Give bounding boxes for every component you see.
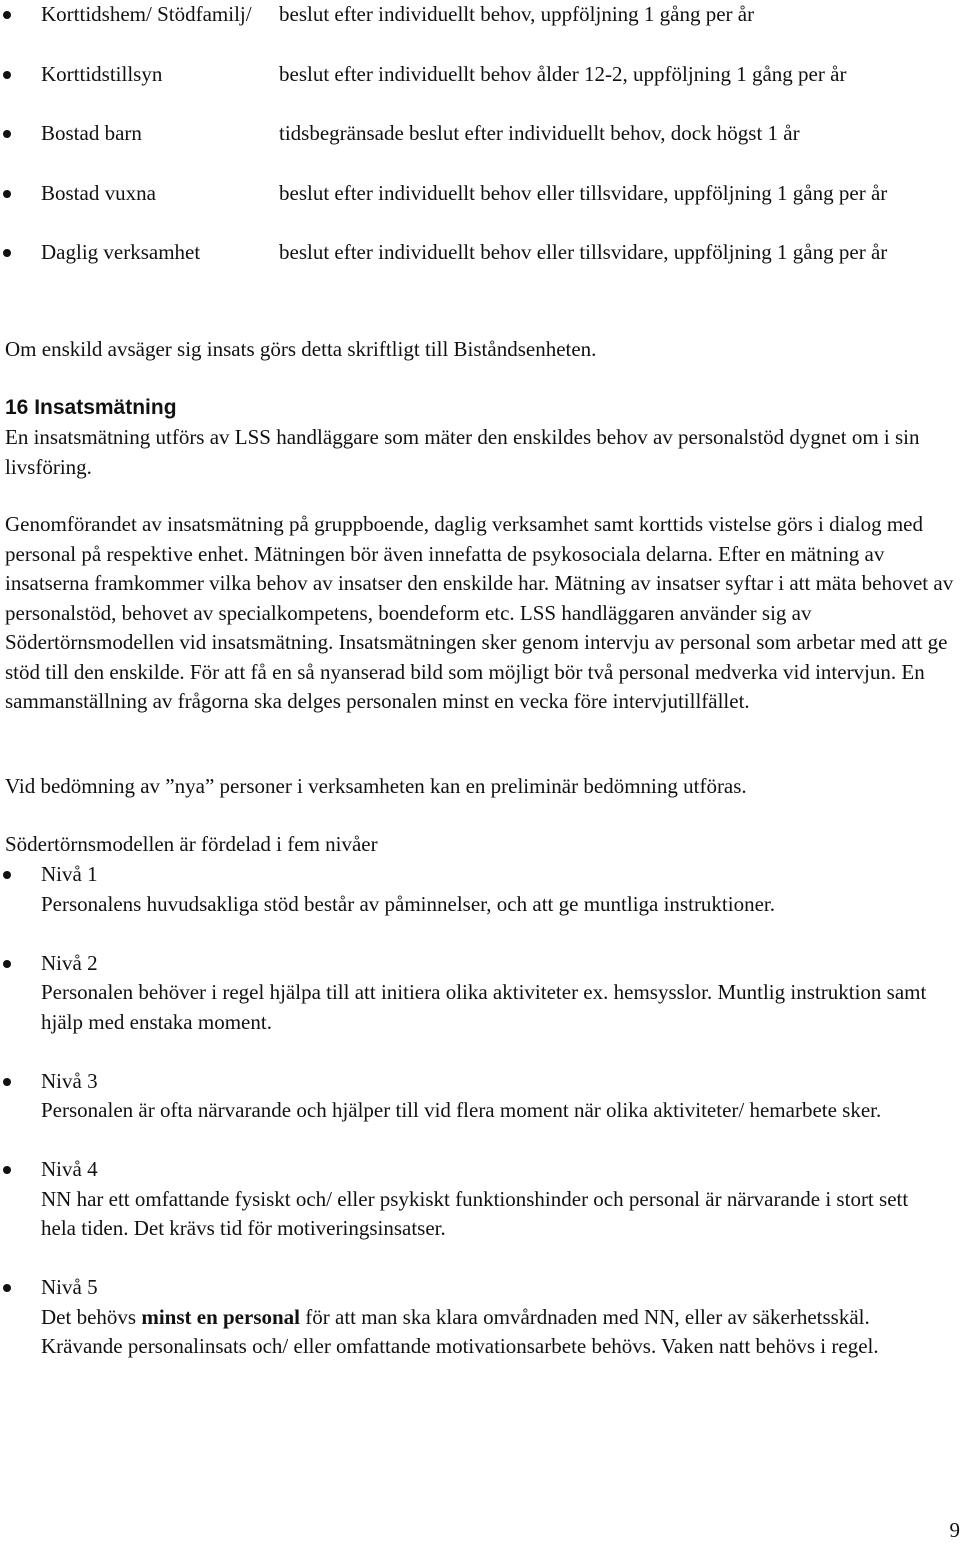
list-item [0, 238, 960, 298]
insats-description: beslut efter individuellt behov, uppföljning 1 gång per år [279, 2, 755, 26]
bullet-icon [2, 119, 14, 148]
list-item [0, 860, 960, 919]
niva-text-before: Det behövs [41, 1304, 137, 1329]
list-item [0, 1155, 960, 1244]
insats-name: Bostad barn [41, 121, 142, 145]
bullet-icon [2, 1273, 14, 1302]
model-intro: Södertörnsmodellen är fördelad i fem nivåer [5, 832, 378, 856]
bedomning-paragraph: Vid bedömning av ”nya” personer i verksamheten kan en preliminär bedömning utföras. [5, 774, 747, 798]
bullet-icon [2, 1067, 14, 1096]
insats-name: Bostad vuxna [41, 180, 156, 205]
genomforande-paragraph: Genomförandet av insatsmätning på gruppboende, daglig verksamhet samt korttids vistelse görs i dialog med personal på respektive enhet. Mätningen bör även innefatta de psykosociala delarna. Efter en mätning av insatserna framkommer vilka behov av insatser den enskilde har. Mätning av insatser syftar i att mäta behovet av personalstöd, behovet av specialkompetens, boendeform etc. LSS handläggaren använder sig av Södertörnsmodellen vid insatsmätning. Insatsmätningen sker genom intervju av personal som arbetar med att ge stöd till den enskilde. För att få en så nyanserad bild som möjligt bör två personal medverka vid intervjun. En sammanställning av frågorna ska delges personalen minst en vecka före intervjutillfället. [5, 512, 954, 713]
insats-name: Daglig verksamhet [41, 240, 201, 264]
page-number: 9 [949, 1518, 960, 1542]
list-item [0, 0, 960, 60]
niva-text-after: för att man ska klara omvårdnaden med NN, eller av säkerhetsskäl. Krävande personalinsats och/ eller omfattande motivationsarbete behövs. Vaken natt behövs i regel. [41, 1304, 879, 1358]
bullet-icon [2, 238, 14, 267]
insats-description: beslut efter individuellt behov eller tillsvidare, uppföljning 1 gång per år [279, 180, 888, 205]
list-item [0, 60, 960, 120]
section-heading: 16 Insatsmätning [5, 396, 177, 419]
niva-list [0, 860, 960, 1391]
niva-title: Nivå 4 [41, 1157, 98, 1181]
bullet-icon [2, 860, 14, 889]
niva-text: Personalen behöver i regel hjälpa till att initiera olika aktiviteter ex. hemsysslor. Muntlig instruktion samt hjälp med enstaka moment. [41, 980, 927, 1034]
insats-list [0, 0, 960, 298]
insats-description: beslut efter individuellt behov ålder 12-2, uppföljning 1 gång per år [279, 61, 847, 86]
bullet-icon [2, 179, 14, 208]
list-item [0, 179, 960, 239]
insats-name: Korttidshem/ Stödfamilj/ [41, 2, 252, 26]
niva-title: Nivå 2 [41, 950, 98, 975]
insats-description: beslut efter individuellt behov eller tillsvidare, uppföljning 1 gång per år [279, 240, 888, 264]
list-item [0, 119, 960, 179]
list-item [0, 1067, 960, 1126]
list-item [0, 1273, 960, 1362]
niva-text [41, 1303, 946, 1362]
niva-text: NN har ett omfattande fysiskt och/ eller psykiskt funktionshinder och personal är närvarande i stort sett hela tiden. Det krävs tid för motiveringsinsatser. [41, 1186, 909, 1240]
bullet-icon [2, 1155, 14, 1184]
bullet-icon [2, 0, 14, 29]
niva-text: Personalen är ofta närvarande och hjälper till vid flera moment när olika aktiviteter/ hemarbete sker. [41, 1098, 882, 1122]
insats-name: Korttidstillsyn [41, 61, 163, 86]
bullet-icon [2, 60, 14, 89]
niva-text-bold: minst en personal [141, 1304, 301, 1329]
list-item [0, 949, 960, 1038]
niva-title: Nivå 3 [41, 1068, 98, 1093]
niva-title: Nivå 5 [41, 1275, 98, 1299]
avsager-paragraph: Om enskild avsäger sig insats görs detta skriftligt till Biståndsenheten. [5, 337, 597, 361]
intro-paragraph: En insatsmätning utförs av LSS handläggare som mäter den enskildes behov av personalstöd dygnet om i sin livsföring. [5, 425, 920, 479]
insats-description: tidsbegränsade beslut efter individuellt behov, dock högst 1 år [279, 121, 800, 145]
niva-title: Nivå 1 [41, 862, 98, 886]
bullet-icon [2, 949, 14, 978]
niva-text: Personalens huvudsakliga stöd består av påminnelser, och att ge muntliga instruktioner. [41, 891, 776, 916]
